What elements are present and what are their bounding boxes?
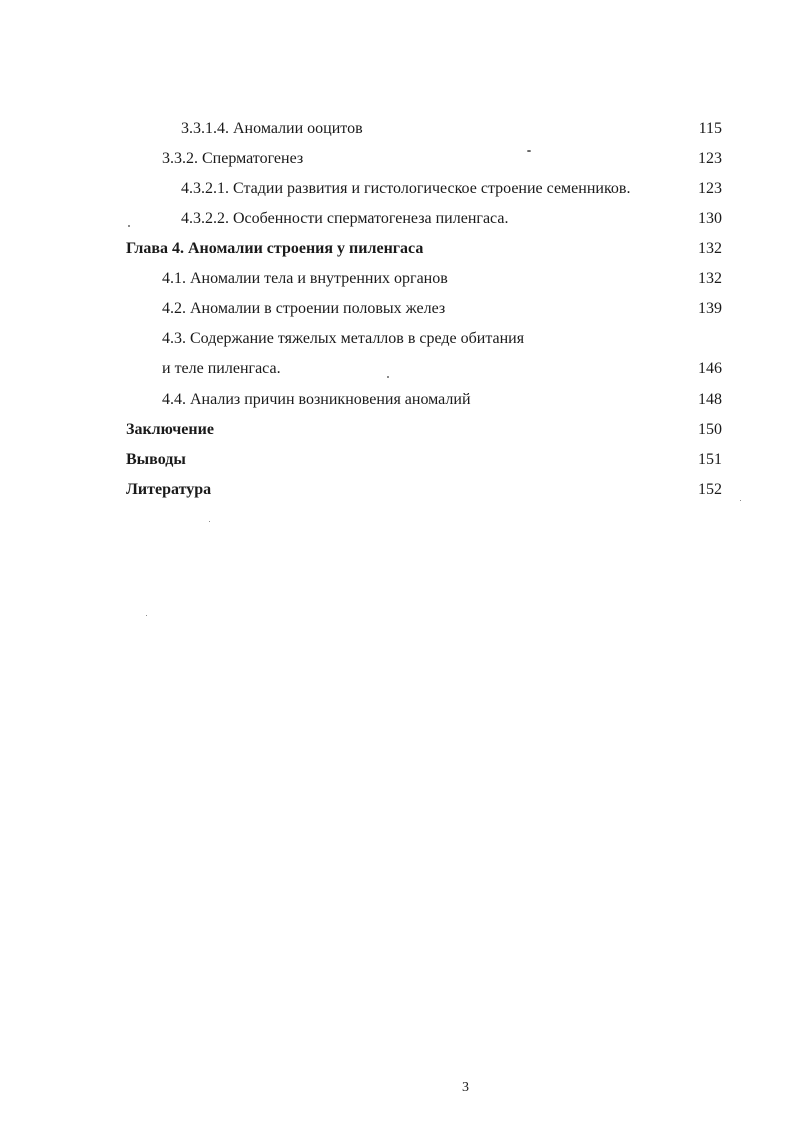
toc-entry xyxy=(0,324,793,354)
toc-entry-page: 123 xyxy=(698,150,722,167)
toc-entry-page: 139 xyxy=(698,300,722,317)
toc-chapter-title: Литература xyxy=(126,481,212,498)
toc-entry-title: 4.3. Содержание тяжелых металлов в среде обитания xyxy=(162,330,525,347)
toc-chapter-title: Заключение xyxy=(126,421,214,438)
toc-chapter xyxy=(0,415,793,445)
toc-entry-page: 146 xyxy=(698,360,722,377)
toc-chapter xyxy=(0,445,793,475)
toc-chapter-title: Глава 4. Аномалии строения у пиленгаса xyxy=(126,240,424,257)
toc-entry-title: 4.2. Аномалии в строении половых желез xyxy=(162,300,446,317)
toc-entry-page: 151 xyxy=(698,451,722,468)
toc-chapter xyxy=(0,234,793,264)
toc-entry xyxy=(0,385,793,415)
page-number: 3 xyxy=(462,1080,469,1095)
toc-entry xyxy=(0,114,793,144)
toc-entry-page: 132 xyxy=(698,240,722,257)
toc-entry-title: и теле пиленгаса. xyxy=(162,360,281,377)
scan-speck xyxy=(128,225,130,227)
toc-entry-page: 150 xyxy=(698,421,722,438)
toc-entry-title: 4.1. Аномалии тела и внутренних органов xyxy=(162,270,448,287)
scan-speck xyxy=(387,376,389,378)
scan-speck xyxy=(146,615,147,616)
toc-entry-title: 4.3.2.2. Особенности сперматогенеза пиленгаса. xyxy=(181,210,509,227)
toc-entry-page: 115 xyxy=(698,120,722,137)
toc-entry xyxy=(0,294,793,324)
toc-entry-page: 132 xyxy=(698,270,722,287)
toc-chapter-title: Выводы xyxy=(126,451,186,468)
toc-entry-page: 148 xyxy=(698,391,722,408)
toc-entry-title: 3.3.2. Сперматогенез xyxy=(162,150,304,167)
toc-chapter xyxy=(0,475,793,505)
scan-speck xyxy=(740,500,741,501)
toc-entry xyxy=(0,354,793,384)
toc-entry-title: 4.4. Анализ причин возникновения аномалий xyxy=(162,391,471,408)
toc-entry xyxy=(0,144,793,174)
toc-entry-page: 152 xyxy=(698,481,722,498)
toc-entry-title: 4.3.2.1. Стадии развития и гистологическое строение семенников. xyxy=(181,180,631,197)
toc-entry-title: 3.3.1.4. Аномалии ооцитов xyxy=(181,120,363,137)
toc-entry xyxy=(0,174,793,204)
scan-speck xyxy=(527,150,531,152)
toc-entry xyxy=(0,264,793,294)
scan-speck xyxy=(209,521,210,522)
toc-entry-page: 130 xyxy=(698,210,722,227)
toc-entry xyxy=(0,204,793,234)
toc-entry-page: 123 xyxy=(698,180,722,197)
